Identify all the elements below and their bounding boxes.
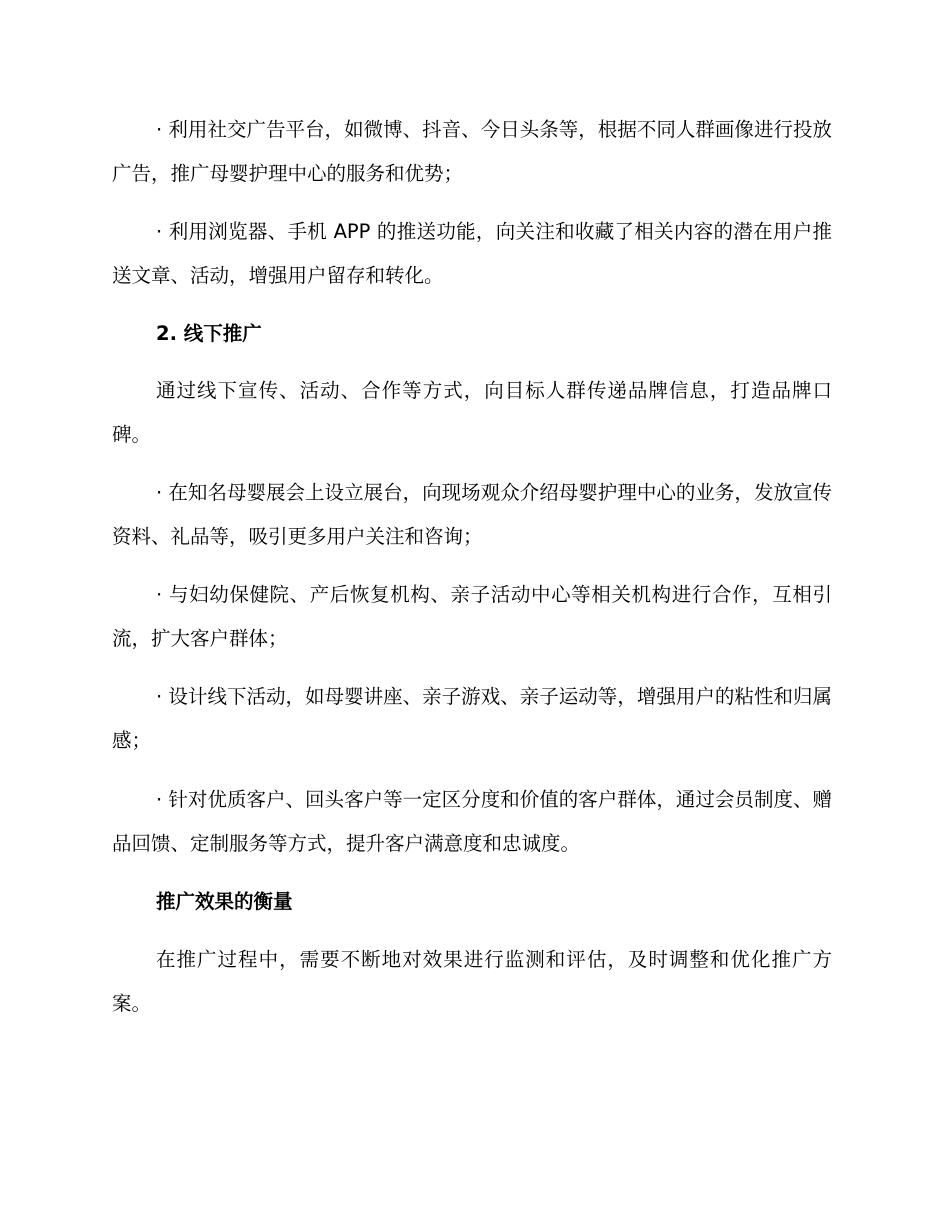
paragraph-social-ads: · 利用社交广告平台，如微博、抖音、今日头条等，根据不同人群画像进行投放广告，推广母婴护理中心的服务和优势；: [112, 118, 832, 185]
paragraph-measurement: 在推广过程中，需要不断地对效果进行监测和评估，及时调整和优化推广方案。: [112, 948, 832, 1015]
paragraph-push-notifications: · 利用浏览器、手机 APP 的推送功能，向关注和收藏了相关内容的潜在用户推送文章、活动，增强用户留存和转化。: [112, 220, 832, 287]
list-item-expo-booth: · 在知名母婴展会上设立展台，向现场观众介绍母婴护理中心的业务，发放宣传资料、礼品等，吸引更多用户关注和咨询；: [112, 481, 832, 548]
section-heading-measurement: 推广效果的衡量: [156, 890, 293, 913]
paragraph-offline-intro: 通过线下宣传、活动、合作等方式，向目标人群传递品牌信息，打造品牌口碑。: [112, 379, 832, 446]
section-heading-offline: 2. 线下推广: [156, 322, 262, 345]
list-item-offline-events: · 设计线下活动，如母婴讲座、亲子游戏、亲子运动等，增强用户的粘性和归属感；: [112, 685, 832, 752]
list-item-vip-customers: · 针对优质客户、回头客户等一定区分度和价值的客户群体，通过会员制度、赠品回馈、定制服务等方式，提升客户满意度和忠诚度。: [112, 788, 832, 855]
list-item-partnerships: · 与妇幼保健院、产后恢复机构、亲子活动中心等相关机构进行合作，互相引流，扩大客户群体；: [112, 583, 832, 650]
